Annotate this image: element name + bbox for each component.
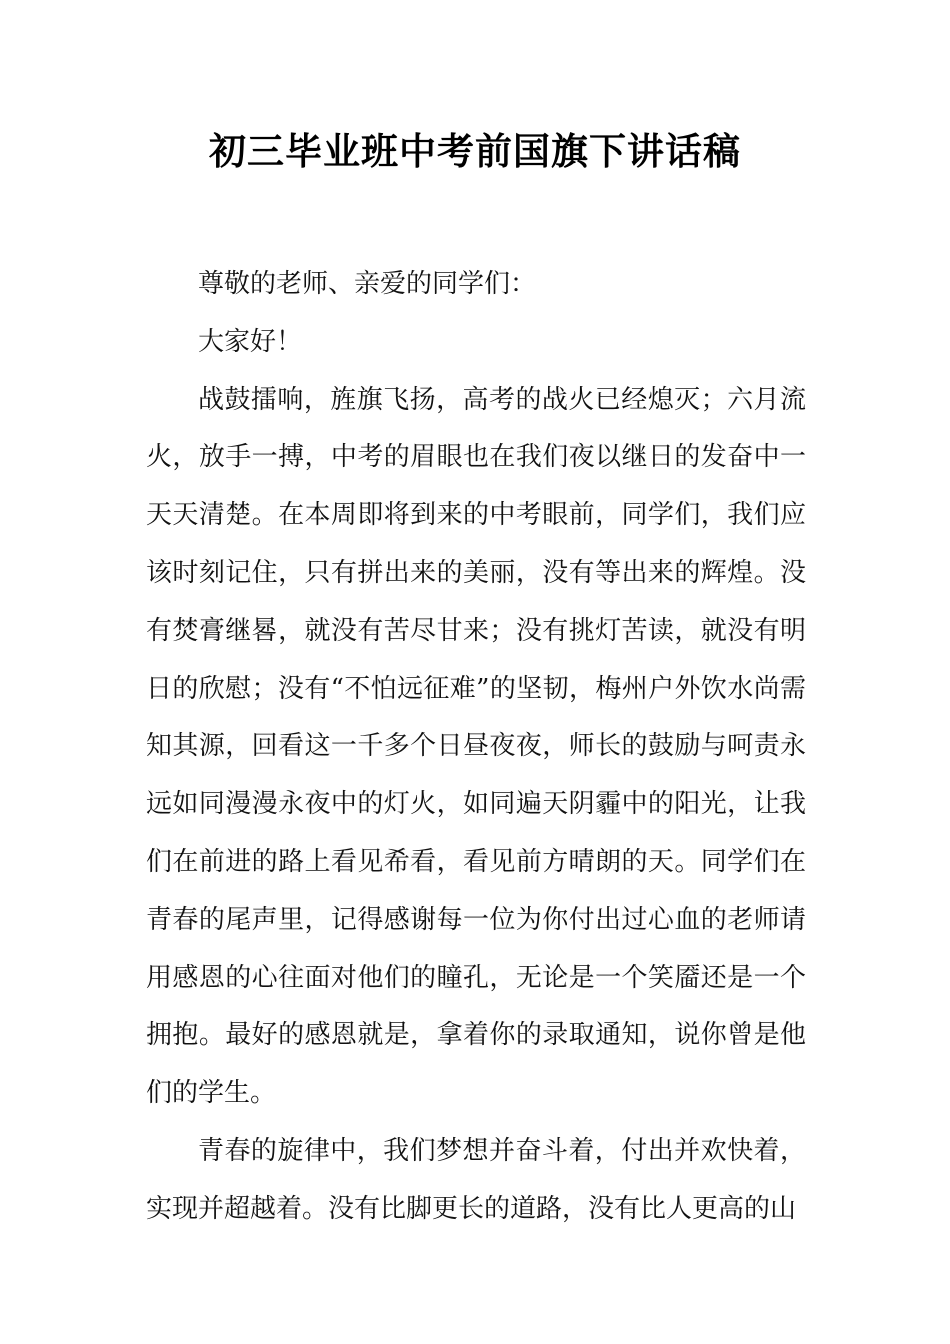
body-paragraph-1: 战鼓擂响，旌旗飞扬，高考的战火已经熄灭；六月流火，放手一搏，中考的眉眼也在我们夜以继日的发奋中一天天清楚。在本周即将到来的中考眼前，同学们，我们应该时刻记住，只有拼出来的美丽，没有等出来的辉煌。没有焚膏继晷，就没有苦尽甘来；没有挑灯苦读，就没有明日的欣慰；没有“不怕远征难”的坚韧，梅州户外饮水尚需知其源，回看这一千多个日昼夜夜，师长的鼓励与呵责永远如同漫漫永夜中的灯火，如同遍天阴霾中的阳光，让我们在前进的路上看见希看，看见前方晴朗的天。同学们在青春的尾声里，记得感谢每一位为你付出过心血的老师请用感恩的心往面对他们的瞳孔，无论是一个笑靥还是一个拥抱。最好的感恩就是，拿着你的录取通知，说你曾是他们的学生。 — [146, 384, 806, 1109]
greeting: 大家好！ — [198, 326, 303, 357]
document-title: 初三毕业班中考前国旗下讲话稿 — [209, 130, 741, 173]
body-paragraph-2: 青春的旋律中，我们梦想并奋斗着，付出并欢快着，实现并超越着。没有比脚更长的道路，没有比人更高的山 — [146, 1135, 806, 1224]
document-body — [146, 256, 806, 1239]
salutation: 尊敬的老师、亲爱的同学们： — [198, 269, 537, 299]
